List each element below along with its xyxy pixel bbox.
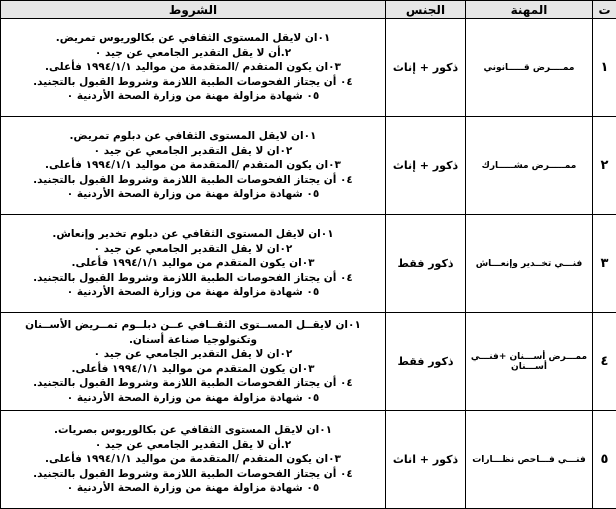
profession-cell: ممـــــرض مشـــــارك [466,117,593,215]
header-number: ت [593,1,616,19]
condition-item: ٠١ان لايقل المستوى الثقافي عن بكالوريوس بصريات. [53,424,333,437]
condition-item: ٢.أن لا يقل التقدير الجامعي عن جيد ٠ [94,46,292,59]
conditions-list [1,227,385,300]
table-row [1,215,616,313]
row-number: ٢ [593,117,616,215]
condition-item: ٠٥ شهادة مزاولة مهنة من وزارة الصحة الأردنية ٠ [66,90,320,103]
conditions-cell [1,215,386,313]
condition-item: ٠١ان لايقل المستوى الثقافي عن دبلوم تمريض. [69,130,317,143]
conditions-list [1,129,385,202]
profession-cell: ممـــرض أســـنان +فنـــي أســـنان [466,313,593,411]
conditions-cell [1,411,386,509]
condition-item: ٢.أن لا يقل التقدير الجامعي عن جيد ٠ [94,438,292,451]
condition-item: ٠٣ان يكون المتقدم من مواليد ١٩٩٤/١/١ فأعلى. [71,362,315,375]
conditions-list [1,423,385,496]
condition-item: ٠٣ان يكون المتقدم /المتقدمة من مواليد ١٩٩٤/١/١ فأعلى. [45,61,341,74]
condition-item: ٠٣ان يكون المتقدم من مواليد ١٩٩٤/١/١ فأعلى. [71,257,315,270]
table-row [1,313,616,411]
row-number: ١ [593,19,616,117]
conditions-cell [1,117,386,215]
condition-item: ٠٢ان لا يقل التقدير الجامعي عن جيد ٠ [93,242,293,255]
condition-item: ٠١ان لايقــل المســتوى الثقــافي عــن دبلــوم تمــريض الأســنان وتكنولوجيا صناعة أسنان. [25,319,361,346]
condition-item: ٠٥ شهادة مزاولة مهنة من وزارة الصحة الأردنية ٠ [66,188,320,201]
header-profession: المهنة [466,1,593,19]
condition-item: ٠١ان لايقل المستوى الثقافي عن بكالوريوس تمريض. [55,32,331,45]
gender-cell: ذكور فقط [386,215,466,313]
condition-item: ٠٥ شهادة مزاولة مهنة من وزارة الصحة الأردنية ٠ [66,286,320,299]
header-row [1,1,616,19]
conditions-cell [1,313,386,411]
conditions-cell [1,19,386,117]
conditions-list [1,318,385,405]
profession-cell: ممــــرض قـــــانوني [466,19,593,117]
profession-cell: فنـــي تخــدير وإنعـــاش [466,215,593,313]
condition-item: ٠٤ أن يجتاز الفحوصات الطبية اللازمة وشروط القبول بالتجنيد. [33,271,353,284]
condition-item: ٠٤ أن يجتاز الفحوصات الطبية اللازمة وشروط القبول بالتجنيد. [33,377,353,389]
row-number: ٣ [593,215,616,313]
gender-cell: ذكور + إناث [386,19,466,117]
profession-cell: فنـــي فـــاحص نظـــارات [466,411,593,509]
row-number: ٤ [593,313,616,411]
condition-item: ٠١ان لايقل المستوى الثقافي عن دبلوم تخدير وإنعاش. [52,228,334,241]
table-row [1,117,616,215]
table-row [1,19,616,117]
condition-item: ٠٣ان يكون المتقدم /المتقدمة من مواليد ١٩٩٤/١/١ فأعلى. [45,453,341,466]
condition-item: ٠٣ان يكون المتقدم /المتقدمة من مواليد ١٩٩٤/١/١ فأعلى. [45,159,341,172]
gender-cell: ذكور فقط [386,313,466,411]
gender-cell: ذكور + اناث [386,411,466,509]
condition-item: ٠٤ أن يجتاز الفحوصات الطبية اللازمة وشروط القبول بالتجنيد. [33,75,353,88]
table-row [1,411,616,509]
condition-item: ٠٤ أن يجتاز الفحوصات الطبية اللازمة وشروط القبول بالتجنيد. [33,173,353,186]
conditions-list [1,31,385,104]
condition-item: ٠٢ان لا يقل التقدير الجامعي عن جيد ٠ [93,348,293,360]
row-number: ٥ [593,411,616,509]
condition-item: ٠٢ان لا يقل التقدير الجامعي عن جيد ٠ [93,144,293,157]
condition-item: ٠٥ شهادة مزاولة مهنة من وزارة الصحة الأردنية ٠ [66,482,320,495]
condition-item: ٠٥ شهادة مزاولة مهنة من وزارة الصحة الأردنية ٠ [66,391,320,404]
header-gender: الجنس [386,1,466,19]
header-conditions: الشروط [1,1,386,19]
gender-cell: ذكور + إناث [386,117,466,215]
condition-item: ٠٤ أن يجتاز الفحوصات الطبية اللازمة وشروط القبول بالتجنيد. [33,467,353,480]
